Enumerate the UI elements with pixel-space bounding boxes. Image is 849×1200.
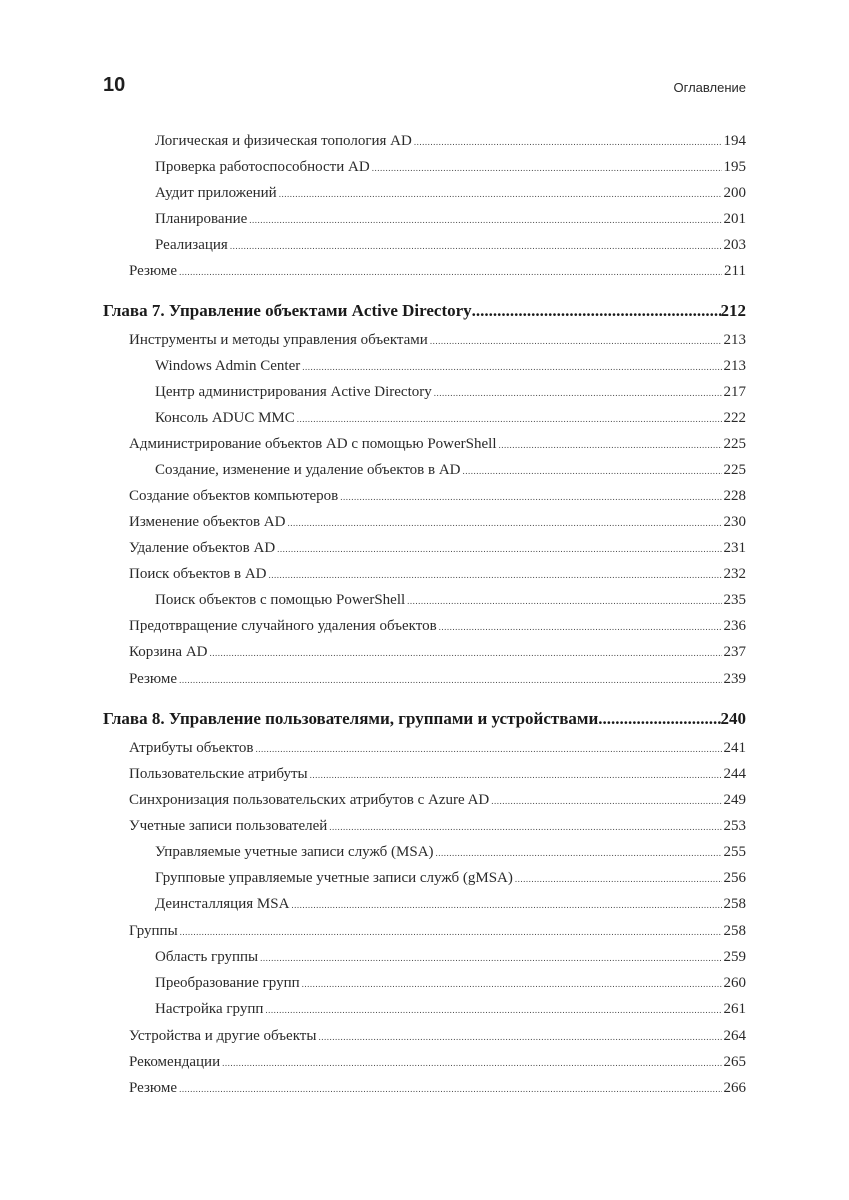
- toc-entry-title: Групповые управляемые учетные записи служб (gMSA): [155, 870, 513, 886]
- toc-entry-page: 260: [723, 975, 746, 991]
- toc-entry-page: 230: [723, 514, 746, 530]
- page-number: 10: [103, 74, 126, 96]
- toc-entry-title: Деинсталляция MSA: [155, 896, 290, 912]
- toc-entry-title: Резюме: [129, 263, 178, 279]
- toc-entry-page: 231: [723, 540, 746, 556]
- toc-entry-page: 213: [723, 332, 746, 348]
- toc-entry-title: Windows Admin Center: [155, 358, 301, 374]
- toc-entry-title: Аудит приложений: [155, 185, 277, 201]
- toc-entry-title: Учетные записи пользователей: [129, 818, 328, 834]
- toc-entry[interactable]: [103, 512, 746, 533]
- toc-entry-page: 213: [723, 358, 746, 374]
- dot-leader: [491, 791, 721, 811]
- toc-entry[interactable]: [103, 330, 746, 351]
- toc-chapter-title: Глава 7. Управление объектами Active Directory: [103, 301, 472, 320]
- toc-entry-title: Поиск объектов в AD: [129, 566, 267, 582]
- toc-entry-title: Создание, изменение и удаление объектов в AD: [155, 462, 461, 478]
- toc-entry-title: Проверка работоспособности AD: [155, 159, 370, 175]
- toc-entry-title: Удаление объектов AD: [129, 540, 276, 556]
- dot-leader: [210, 643, 722, 663]
- toc-chapter-7[interactable]: [103, 301, 746, 321]
- toc-entry[interactable]: [103, 434, 746, 455]
- toc-entry-page: 259: [723, 949, 746, 965]
- toc-entry-page: 255: [723, 844, 746, 860]
- dot-leader: [180, 922, 722, 942]
- toc-chapter-title: Глава 8. Управление пользователями, группами и устройствами: [103, 709, 599, 728]
- toc-entry[interactable]: [103, 209, 746, 230]
- toc-entry-page: 258: [723, 923, 746, 939]
- dot-leader: [463, 461, 722, 481]
- toc-entry[interactable]: [103, 842, 746, 863]
- dot-leader: [291, 895, 721, 915]
- toc-entry-page: 264: [723, 1028, 746, 1044]
- toc-entry-page: 200: [723, 185, 746, 201]
- dot-leader: [249, 210, 721, 230]
- toc-entry[interactable]: [103, 590, 746, 611]
- dot-leader: [265, 1000, 721, 1020]
- toc-entry[interactable]: [103, 131, 746, 152]
- toc-entry[interactable]: [103, 486, 746, 507]
- toc-entry-page: 249: [723, 792, 746, 808]
- toc-entry-page: 256: [723, 870, 746, 886]
- toc-entry-title: Пользовательские атрибуты: [129, 766, 308, 782]
- toc-entry-title: Логическая и физическая топология AD: [155, 133, 412, 149]
- toc-entry-page: 217: [723, 384, 746, 400]
- toc-entry-title: Консоль ADUC MMC: [155, 410, 295, 426]
- toc-entry-title: Инструменты и методы управления объектами: [129, 332, 428, 348]
- toc-entry-title: Синхронизация пользовательских атрибутов с Azure AD: [129, 792, 490, 808]
- toc-entry-page: 266: [723, 1080, 746, 1096]
- dot-leader: [340, 487, 721, 507]
- dot-leader: [436, 843, 722, 863]
- toc-entry-title: Настройка групп: [155, 1001, 264, 1017]
- dot-leader: [310, 765, 722, 785]
- toc-entry[interactable]: [103, 868, 746, 889]
- dot-leader: [222, 1053, 721, 1073]
- running-title: Оглавление: [673, 80, 746, 95]
- toc-entry-page: 241: [723, 740, 746, 756]
- dot-leader: [598, 709, 720, 729]
- dot-leader: [318, 1027, 721, 1047]
- toc-entry-title: Резюме: [129, 671, 178, 687]
- toc-entry-page: 258: [723, 896, 746, 912]
- dot-leader: [372, 158, 722, 178]
- dot-leader: [407, 591, 721, 611]
- toc-chapter-8[interactable]: [103, 709, 746, 729]
- toc-entry-page: 203: [723, 237, 746, 253]
- toc-entry[interactable]: [103, 764, 746, 785]
- toc-entry-title: Создание объектов компьютеров: [129, 488, 339, 504]
- toc-entry-title: Предотвращение случайного удаления объектов: [129, 618, 437, 634]
- toc-entry[interactable]: [103, 947, 746, 968]
- toc-entry-page: 235: [723, 592, 746, 608]
- dot-leader: [256, 739, 722, 759]
- dot-leader: [287, 513, 721, 533]
- toc-entry-page: 265: [723, 1054, 746, 1070]
- toc-entry-page: 261: [723, 1001, 746, 1017]
- dot-leader: [269, 565, 722, 585]
- toc-entry-page: 222: [723, 410, 746, 426]
- dot-leader: [179, 1079, 721, 1099]
- toc-entry-page: 201: [723, 211, 746, 227]
- toc-entry-title: Управляемые учетные записи служб (MSA): [155, 844, 434, 860]
- toc-entry-title: Центр администрирования Active Directory: [155, 384, 432, 400]
- dot-leader: [179, 262, 722, 282]
- dot-leader: [515, 869, 722, 889]
- toc-entry[interactable]: [103, 894, 746, 915]
- toc-entry[interactable]: [103, 999, 746, 1020]
- toc-entry[interactable]: [103, 973, 746, 994]
- toc-entry[interactable]: [103, 921, 746, 942]
- toc-entry[interactable]: [103, 738, 746, 759]
- toc-entry[interactable]: [103, 790, 746, 811]
- toc-entry-page: 225: [723, 436, 746, 452]
- toc-entry[interactable]: [103, 460, 746, 481]
- dot-leader: [297, 409, 722, 429]
- toc-chapter-page: 240: [720, 709, 746, 728]
- toc-entry-title: Изменение объектов AD: [129, 514, 286, 530]
- toc-entry-page: 253: [723, 818, 746, 834]
- toc-entry[interactable]: [103, 1026, 746, 1047]
- toc-entry-title: Атрибуты объектов: [129, 740, 254, 756]
- toc-entry[interactable]: [103, 356, 746, 377]
- toc-entry-title: Администрирование объектов AD с помощью PowerShell: [129, 436, 497, 452]
- toc-entry[interactable]: [103, 669, 746, 690]
- toc-entry[interactable]: [103, 616, 746, 637]
- toc-entry[interactable]: [103, 816, 746, 837]
- toc-entry-title: Группы: [129, 923, 178, 939]
- toc-entry[interactable]: [103, 1052, 746, 1073]
- dot-leader: [434, 383, 722, 403]
- toc-entry-page: 237: [723, 644, 746, 660]
- toc-entry[interactable]: [103, 183, 746, 204]
- toc-entry-title: Устройства и другие объекты: [129, 1028, 317, 1044]
- toc-entry-page: 236: [723, 618, 746, 634]
- toc-entry-page: 239: [723, 671, 746, 687]
- toc-entry-title: Планирование: [155, 211, 248, 227]
- toc-chapter-page: 212: [720, 301, 746, 320]
- toc-entry[interactable]: [103, 642, 746, 663]
- toc-entry-page: 228: [723, 488, 746, 504]
- toc-entry[interactable]: [103, 261, 746, 282]
- dot-leader: [277, 539, 721, 559]
- toc-entry-page: 232: [723, 566, 746, 582]
- toc-entry-page: 194: [723, 133, 746, 149]
- toc-entry[interactable]: [103, 1078, 746, 1099]
- toc-entry-title: Преобразование групп: [155, 975, 300, 991]
- toc-entry-page: 211: [724, 263, 746, 279]
- toc-entry-title: Поиск объектов с помощью PowerShell: [155, 592, 406, 608]
- toc-entry-page: 225: [723, 462, 746, 478]
- dot-leader: [302, 974, 722, 994]
- dot-leader: [499, 435, 722, 455]
- toc-entry[interactable]: [103, 408, 746, 429]
- dot-leader: [329, 817, 721, 837]
- dot-leader: [472, 301, 721, 321]
- dot-leader: [439, 617, 722, 637]
- toc-entry[interactable]: [103, 538, 746, 559]
- toc-entry-page: 244: [723, 766, 746, 782]
- dot-leader: [230, 236, 722, 256]
- dot-leader: [302, 357, 721, 377]
- toc-entry[interactable]: [103, 157, 746, 178]
- dot-leader: [260, 948, 721, 968]
- toc-entry-page: 195: [723, 159, 746, 175]
- toc-entry[interactable]: [103, 564, 746, 585]
- toc-entry-title: Рекомендации: [129, 1054, 221, 1070]
- toc-entry[interactable]: [103, 382, 746, 403]
- toc-entry-title: Резюме: [129, 1080, 178, 1096]
- toc-entry-title: Реализация: [155, 237, 228, 253]
- dot-leader: [430, 331, 722, 351]
- dot-leader: [179, 670, 721, 690]
- dot-leader: [414, 132, 722, 152]
- dot-leader: [279, 184, 722, 204]
- toc-entry-title: Корзина AD: [129, 644, 208, 660]
- toc-entry[interactable]: [103, 235, 746, 256]
- toc-entry-title: Область группы: [155, 949, 259, 965]
